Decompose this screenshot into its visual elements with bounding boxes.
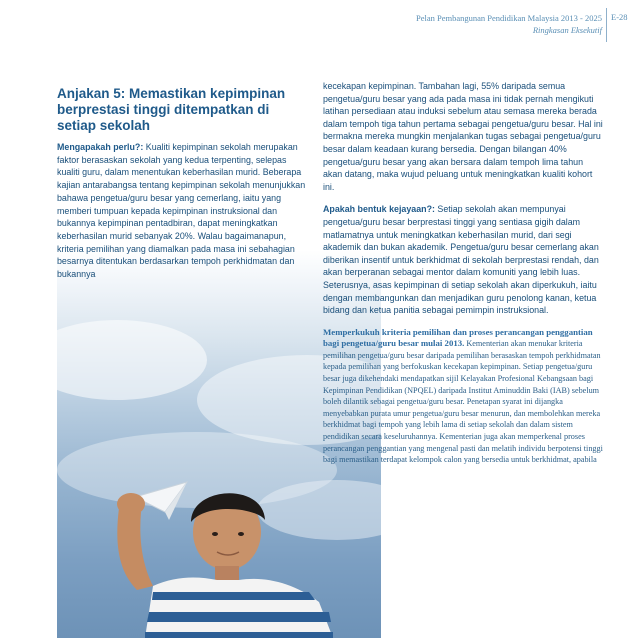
document-subtitle: Ringkasan Eksekutif [532, 25, 602, 35]
right-paragraph-3 [323, 327, 603, 466]
right-paragraph-2 [323, 203, 603, 316]
right-paragraph-1: kecekapan kepimpinan. Tambahan lagi, 55% daripada semua pengetua/guru besar yang ada pada masa ini tidak pernah mengikuti latihan persediaan atau induksi sebelum atau semasa mereka berada dalam tempoh tiga tahun pertama sebagai pengetua/guru besar. Hal ini bermakna mereka mungkin menjalankan tugas sebagai pengetua/guru besar dalam keadaan kurang bersedia. Dengan bilangan 40% pengetua/guru besar yang akan bersara dalam tempoh lima tahun akan datang, maka wujud peluang untuk meningkatkan kualiti kohort ini. [323, 81, 603, 192]
paragraph-text: Kualiti kepimpinan sekolah merupakan faktor berasaskan sekolah yang kedua terpenting, selepas kualiti guru, dalam menentukan keberhasilan murid. Beberapa kajian antarabangsa tentang kepimpinan sekolah menunjukkan bahawa pengetua/guru besar yang cemerlang, iaitu yang memberi tumpuan kepada kepimpinan instruksional dan bukannya kepimpinan pentadbiran, dapat meningkatkan keberhasilan murid sebanyak 20%. Walau bagaimanapun, kriteria pemilihan yang diamalkan pada masa ini sebahagian besarnya ditentukan berdasarkan tempoh perkhidmatan dan bukannya [57, 142, 306, 280]
right-column [323, 80, 603, 466]
header-divider [606, 8, 607, 42]
left-column [57, 86, 311, 281]
running-header [342, 12, 602, 36]
document-title: Pelan Pembangunan Pendidikan Malaysia 2013 - 2025 [415, 13, 602, 23]
paragraph-text: Kementerian akan menukar kriteria pemilihan pengetua/guru besar daripada pemilihan berasaskan tempoh perkhidmatan kepada pemilihan yang berfokuskan kecekapan kepimpinan. Setiap pengetua/guru besar juga dikehendaki mendapatkan sijil Kelayakan Profesional Kebangsaan bagi Kepimpinan Pendidikan (NPQEL) daripada Institut Aminuddin Baki (IAB) sebelum boleh dilantik sebagai pengetua/guru besar. Penetapan syarat ini dijangka menyebabkan purata umur pengetua/guru besar menurun, dan membolehkan mereka berkhidmat bagi tempoh yang lebih lama di setiap sekolah dan dalam sistem pendidikan secara keseluruhannya. Kementerian juga akan memperkenal proses perancangan penggantian yang mengenal pasti dan melatih individu berpotensi tinggi bagi memastikan terdapat kelompok calon yang bersedia untuk berkhidmat, apabila [323, 339, 603, 465]
paragraph-lead: Mengapakah perlu?: [57, 142, 144, 152]
left-paragraph [57, 141, 311, 281]
paragraph-lead: Apakah bentuk kejayaan?: [323, 204, 435, 215]
paragraph-text: Setiap sekolah akan mempunyai pengetua/guru besar berprestasi tinggi yang sentiasa gigih dalam matlamatnya untuk meningkatkan keberhasilan murid, dari segi akademik dan bukan akademik. Pengetua/guru besar cemerlang akan diberikan insentif untuk berkhidmat di sekolah berprestasi rendah, dan akan berperanan sebagai mentor dalam komuniti yang lebih luas. Seterusnya, asas kepimpinan di setiap sekolah akan diperkukuh, iaitu dengan membangunkan dan menjadikan guru penolong kanan, ketua bidang dan ketua panitia sebagai pemimpin instruksional. [323, 204, 599, 316]
section-heading: Anjakan 5: Memastikan kepimpinan berprestasi tinggi ditempatkan di setiap sekolah [57, 86, 286, 133]
paragraph-lead: Memperkukuh kriteria pemilihan dan proses perancangan penggantian bagi pengetua/guru besar mulai 2013. [323, 326, 593, 349]
page-number: E-28 [611, 12, 628, 22]
